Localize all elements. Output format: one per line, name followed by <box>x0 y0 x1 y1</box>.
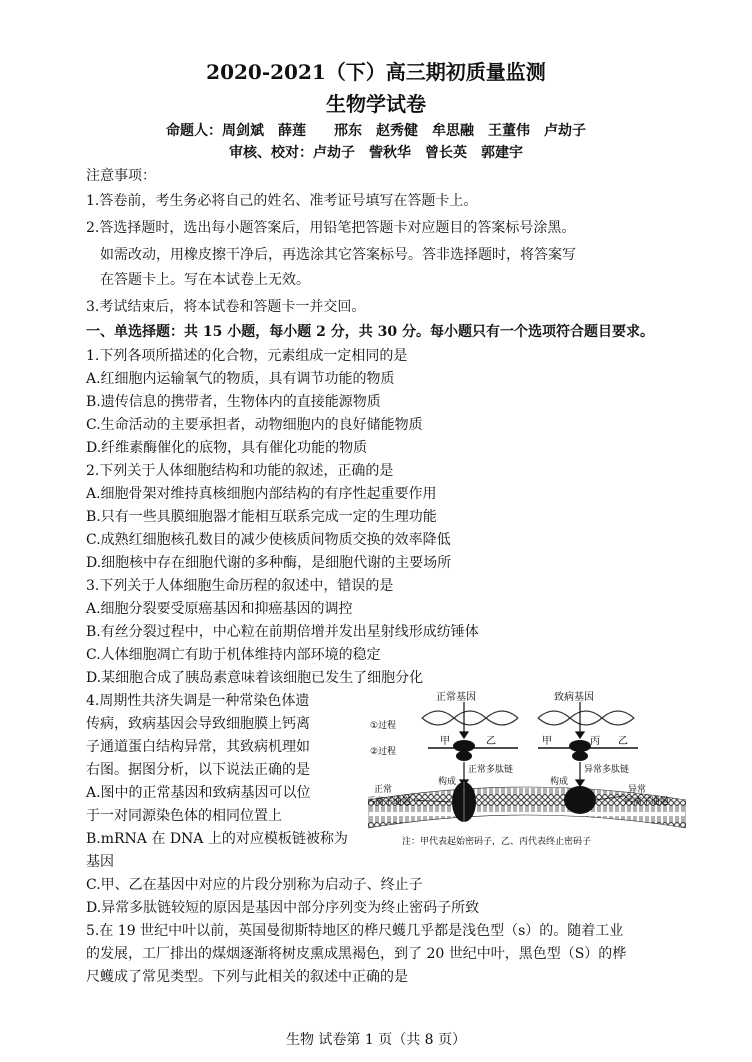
q3-option-a: A.细胞分裂要受原癌基因和抑癌基因的调控 <box>86 601 353 617</box>
q5-stem-3: 尺蠖成了常见类型。下列与此相关的叙述中正确的是 <box>86 969 408 985</box>
notes-heading: 注意事项： <box>86 168 156 184</box>
label-mutant-gene: 致病基因 <box>554 692 594 703</box>
label-forms-right: 构成 <box>550 777 569 787</box>
label-normal-channel-2: 钙离子通道 <box>368 797 412 807</box>
q5-stem-2: 的发展，工厂排出的煤烟逐渐将树皮熏成黑褐色，到了 20 世纪中叶，黑色型（S）的桦 <box>86 946 627 962</box>
note-1: 1.答卷前，考生务必将自己的姓名、准考证号填写在答题卡上。 <box>86 193 478 209</box>
label-normal-chain: 正常多肽链 <box>468 765 514 775</box>
q4-stem-3: 子通道蛋白结构异常，其致病机理如 <box>86 739 310 755</box>
q4-option-d: D.异常多肽链较短的原因是基因中部分序列变为终止密码子所致 <box>86 900 480 916</box>
q4-option-b-1: B.mRNA 在 DNA 上的对应模板链被称为 <box>86 831 348 847</box>
label-jia-right: 甲 <box>542 736 552 747</box>
q1-option-b: B.遗传信息的携带者，生物体内的直接能源物质 <box>86 394 381 410</box>
reviewers-line: 审核、校对：卢劫子 訾秋华 曾长英 郭建宇 <box>229 145 523 161</box>
label-abnormal-channel-1: 异常 <box>628 785 647 795</box>
label-abnormal-chain: 异常多肽链 <box>584 765 630 775</box>
q5-stem-1: 5.在 19 世纪中叶以前，英国曼彻斯特地区的桦尺蠖几乎都是浅色型（s）的。随着工业 <box>86 923 624 939</box>
authors-line: 命题人：周剑斌 薛莲 邢东 赵秀健 牟思融 王董伟 卢劫子 <box>166 123 586 139</box>
q4-stem-4: 右图。据图分析，以下说法正确的是 <box>86 762 310 778</box>
dna-helix-icon <box>422 711 634 725</box>
note-2b: 如需改动，用橡皮擦干净后，再选涂其它答案标号。答非选择题时，将答案写 <box>100 247 576 263</box>
q2-option-a: A.细胞骨架对维持真核细胞内部结构的有序性起重要作用 <box>86 486 437 502</box>
q4-option-a-1: A.图中的正常基因和致病基因可以位 <box>86 785 311 801</box>
q4-stem-1: 4.周期性共济失调是一种常染色体遗 <box>86 693 310 709</box>
label-process-1: ①过程 <box>370 721 397 731</box>
label-yi-right: 乙 <box>618 736 628 747</box>
exam-subtitle: 生物学试卷 <box>326 92 426 116</box>
q2-option-c: C.成熟红细胞核孔数目的减少使核质间物质交换的效率降低 <box>86 532 451 548</box>
section-heading: 一、单选择题：共 15 小题，每小题 2 分，共 30 分。每小题只有一个选项符合题目要求。 <box>86 324 654 340</box>
normal-calcium-channel <box>452 782 476 822</box>
exam-title: 2020-2021（下）高三期初质量监测 <box>206 60 546 84</box>
label-abnormal-channel-2: 钙离子通道 <box>624 797 670 807</box>
figure-svg <box>368 688 686 850</box>
q2-stem: 2.下列关于人体细胞结构和功能的叙述，正确的是 <box>86 463 394 479</box>
q3-stem: 3.下列关于人体细胞生命历程的叙述中，错误的是 <box>86 578 394 594</box>
q4-stem-2: 传病，致病基因会导致细胞膜上钙离 <box>86 716 310 732</box>
label-process-2: ②过程 <box>370 747 397 757</box>
label-bing-right: 丙 <box>590 736 600 747</box>
page-footer: 生物 试卷第 1 页（共 8 页） <box>285 1032 467 1048</box>
figure-note: 注：甲代表起始密码子，乙、丙代表终止密码子 <box>402 837 592 847</box>
q2-option-d: D.细胞核中存在细胞代谢的多种酶，是细胞代谢的主要场所 <box>86 555 452 571</box>
q3-option-d: D.某细胞合成了胰岛素意味着该细胞已发生了细胞分化 <box>86 670 424 686</box>
ribosome-icon <box>453 740 591 761</box>
label-normal-gene: 正常基因 <box>436 692 476 703</box>
note-2a: 2.答选择题时，选出每小题答案后，用铅笔把答题卡对应题目的答案标号涂黑。 <box>86 220 576 236</box>
q3-option-b: B.有丝分裂过程中，中心粒在前期倍增并发出星射线形成纺锤体 <box>86 624 479 640</box>
note-3: 3.考试结束后，将本试卷和答题卡一并交回。 <box>86 299 366 315</box>
label-jia-left: 甲 <box>440 736 450 747</box>
q1-option-d: D.纤维素酶催化的底物，具有催化功能的物质 <box>86 440 368 456</box>
q1-option-c: C.生命活动的主要承担者，动物细胞内的良好储能物质 <box>86 417 423 433</box>
q4-option-b-2: 基因 <box>86 854 114 870</box>
q2-option-b: B.只有一些具膜细胞器才能相互联系完成一定的生理功能 <box>86 509 437 525</box>
q3-option-c: C.人体细胞凋亡有助于机体维持内部环境的稳定 <box>86 647 381 663</box>
calcium-channel-figure <box>368 688 686 850</box>
label-normal-channel-1: 正常 <box>374 785 393 795</box>
label-forms-left: 构成 <box>438 777 457 787</box>
q4-option-a-2: 于一对同源染色体的相同位置上 <box>86 808 282 824</box>
note-2c: 在答题卡上。写在本试卷上无效。 <box>100 272 310 288</box>
abnormal-calcium-channel <box>564 786 596 814</box>
q4-option-c: C.甲、乙在基因中对应的片段分别称为启动子、终止子 <box>86 877 423 893</box>
label-yi-left: 乙 <box>486 736 496 747</box>
q1-stem: 1.下列各项所描述的化合物，元素组成一定相同的是 <box>86 348 408 364</box>
q1-option-a: A.红细胞内运输氧气的物质，具有调节功能的物质 <box>86 371 395 387</box>
